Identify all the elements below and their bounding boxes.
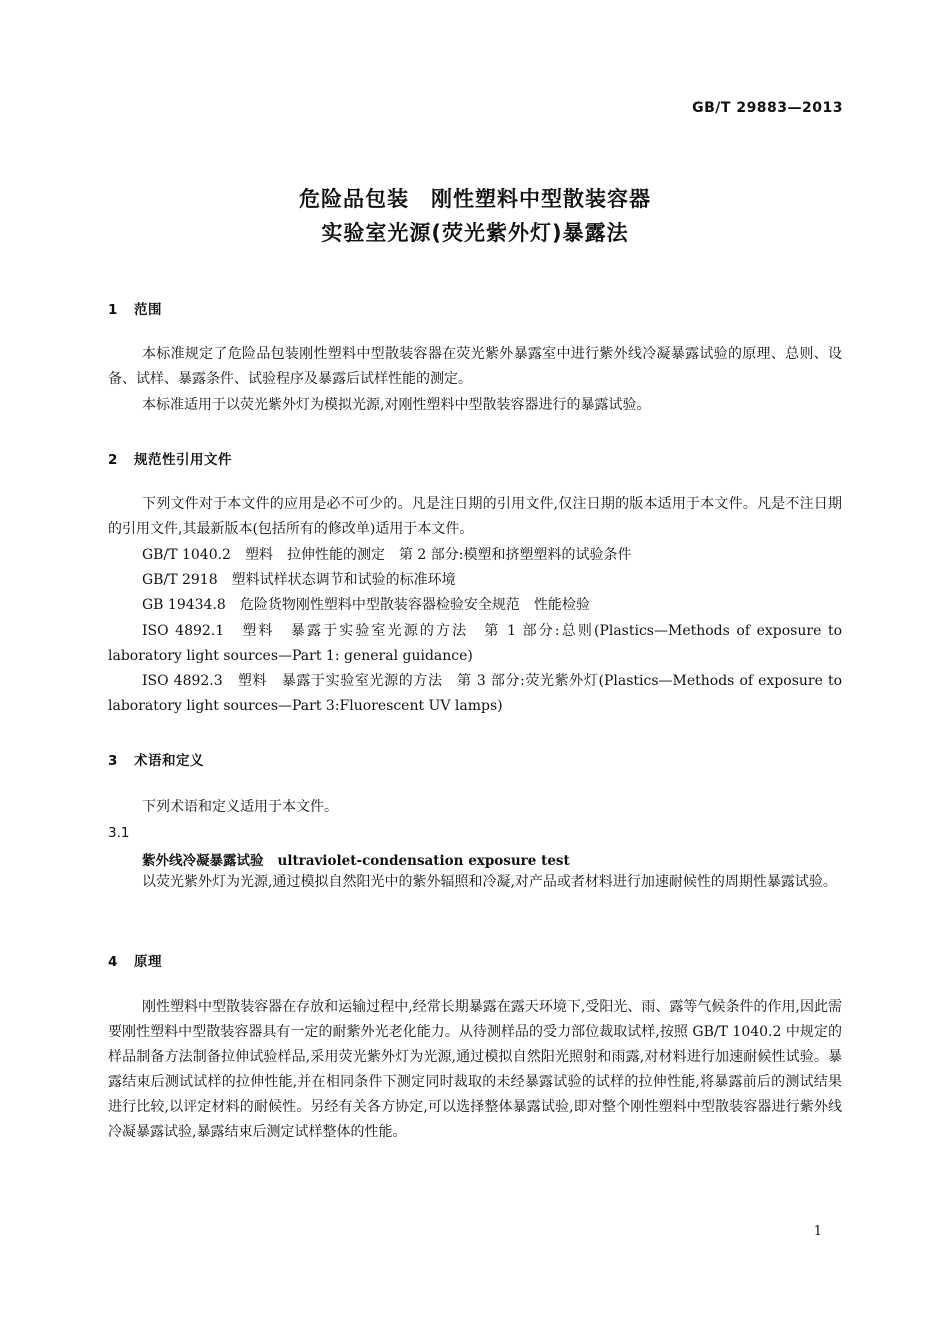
section-4-paragraph: 刚性塑料中型散装容器在存放和运输过程中,经常长期暴露在露天环境下,受阳光、雨、露等气候条件的作用,因此需要刚性塑料中型散装容器具有一定的耐紫外光老化能力。从待测样品的受力部位裁取试样,按照 GB/T 1040.2 中规定的样品制备方法制备拉伸试验样品,采用荧光紫外灯为光源,通过模拟自然阳光照射和雨露,对材料进行加速耐候性试验。暴露结束后测试试样的拉伸性能,并在相同条件下测定同时裁取的未经暴露试验的试样的拉伸性能,将暴露前后的测试结果进行比较,以评定材料的耐候性。另经有关各方协定,可以选择整体暴露试验,即对整个刚性塑料中型散装容器进行紫外线冷凝暴露试验,暴露结束后测定试样整体的性能。 [108,999,842,1140]
term-chinese: 紫外线冷凝暴露试验 [142,853,264,869]
section-title: 术语和定义 [134,753,204,769]
section-title: 范围 [134,302,162,318]
term-number: 3.1 [108,825,130,841]
section-3-intro: 下列术语和定义适用于本文件。 [142,799,338,815]
page-number: 1 [813,1224,822,1239]
reference-item: GB/T 1040.2 塑料 拉伸性能的测定 第 2 部分:模塑和挤塑塑料的试验条件 [142,547,632,563]
section-4-heading [108,950,162,970]
reference-item: GB 19434.8 危险货物刚性塑料中型散装容器检验安全规范 性能检验 [142,597,590,613]
reference-item: ISO 4892.3 塑料 暴露于实验室光源的方法 第 3 部分:荧光紫外灯(Plastics—Methods of exposure to laboratory light sources—Part 3:Fluorescent UV lamps) [108,673,842,714]
section-number: 4 [108,954,118,970]
section-number: 1 [108,302,118,318]
section-number: 2 [108,452,118,468]
term-definition: 以荧光紫外灯为光源,通过模拟自然阳光中的紫外辐照和冷凝,对产品或者材料进行加速耐候性的周期性暴露试验。 [142,874,837,890]
section-2-heading [108,448,232,468]
section-2-intro: 下列文件对于本文件的应用是必不可少的。凡是注日期的引用文件,仅注日期的版本适用于本文件。凡是不注日期的引用文件,其最新版本(包括所有的修改单)适用于本文件。 [108,496,842,537]
document-title-line-2: 实验室光源(荧光紫外灯)暴露法 [321,221,629,245]
section-3-heading [108,749,204,769]
reference-item: ISO 4892.1 塑料 暴露于实验室光源的方法 第 1 部分:总则(Plastics—Methods of exposure to laboratory light sources—Part 1: general guidance) [108,623,842,664]
standard-number: GB/T 29883—2013 [692,100,843,116]
reference-item: GB/T 2918 塑料试样状态调节和试验的标准环境 [142,572,456,588]
document-title-line-1: 危险品包装 刚性塑料中型散装容器 [299,187,651,211]
section-title: 规范性引用文件 [134,452,232,468]
section-title: 原理 [134,954,162,970]
term-english: ultraviolet-condensation exposure test [277,853,570,869]
section-number: 3 [108,753,118,769]
section-1-heading [108,298,162,318]
section-1-paragraph-2: 本标准适用于以荧光紫外灯为模拟光源,对刚性塑料中型散装容器进行的暴露试验。 [142,397,651,413]
term-entry [142,849,570,869]
section-1-paragraph-1: 本标准规定了危险品包装刚性塑料中型散装容器在荧光紫外暴露室中进行紫外线冷凝暴露试验的原理、总则、设备、试样、暴露条件、试验程序及暴露后试样性能的测定。 [108,346,842,387]
